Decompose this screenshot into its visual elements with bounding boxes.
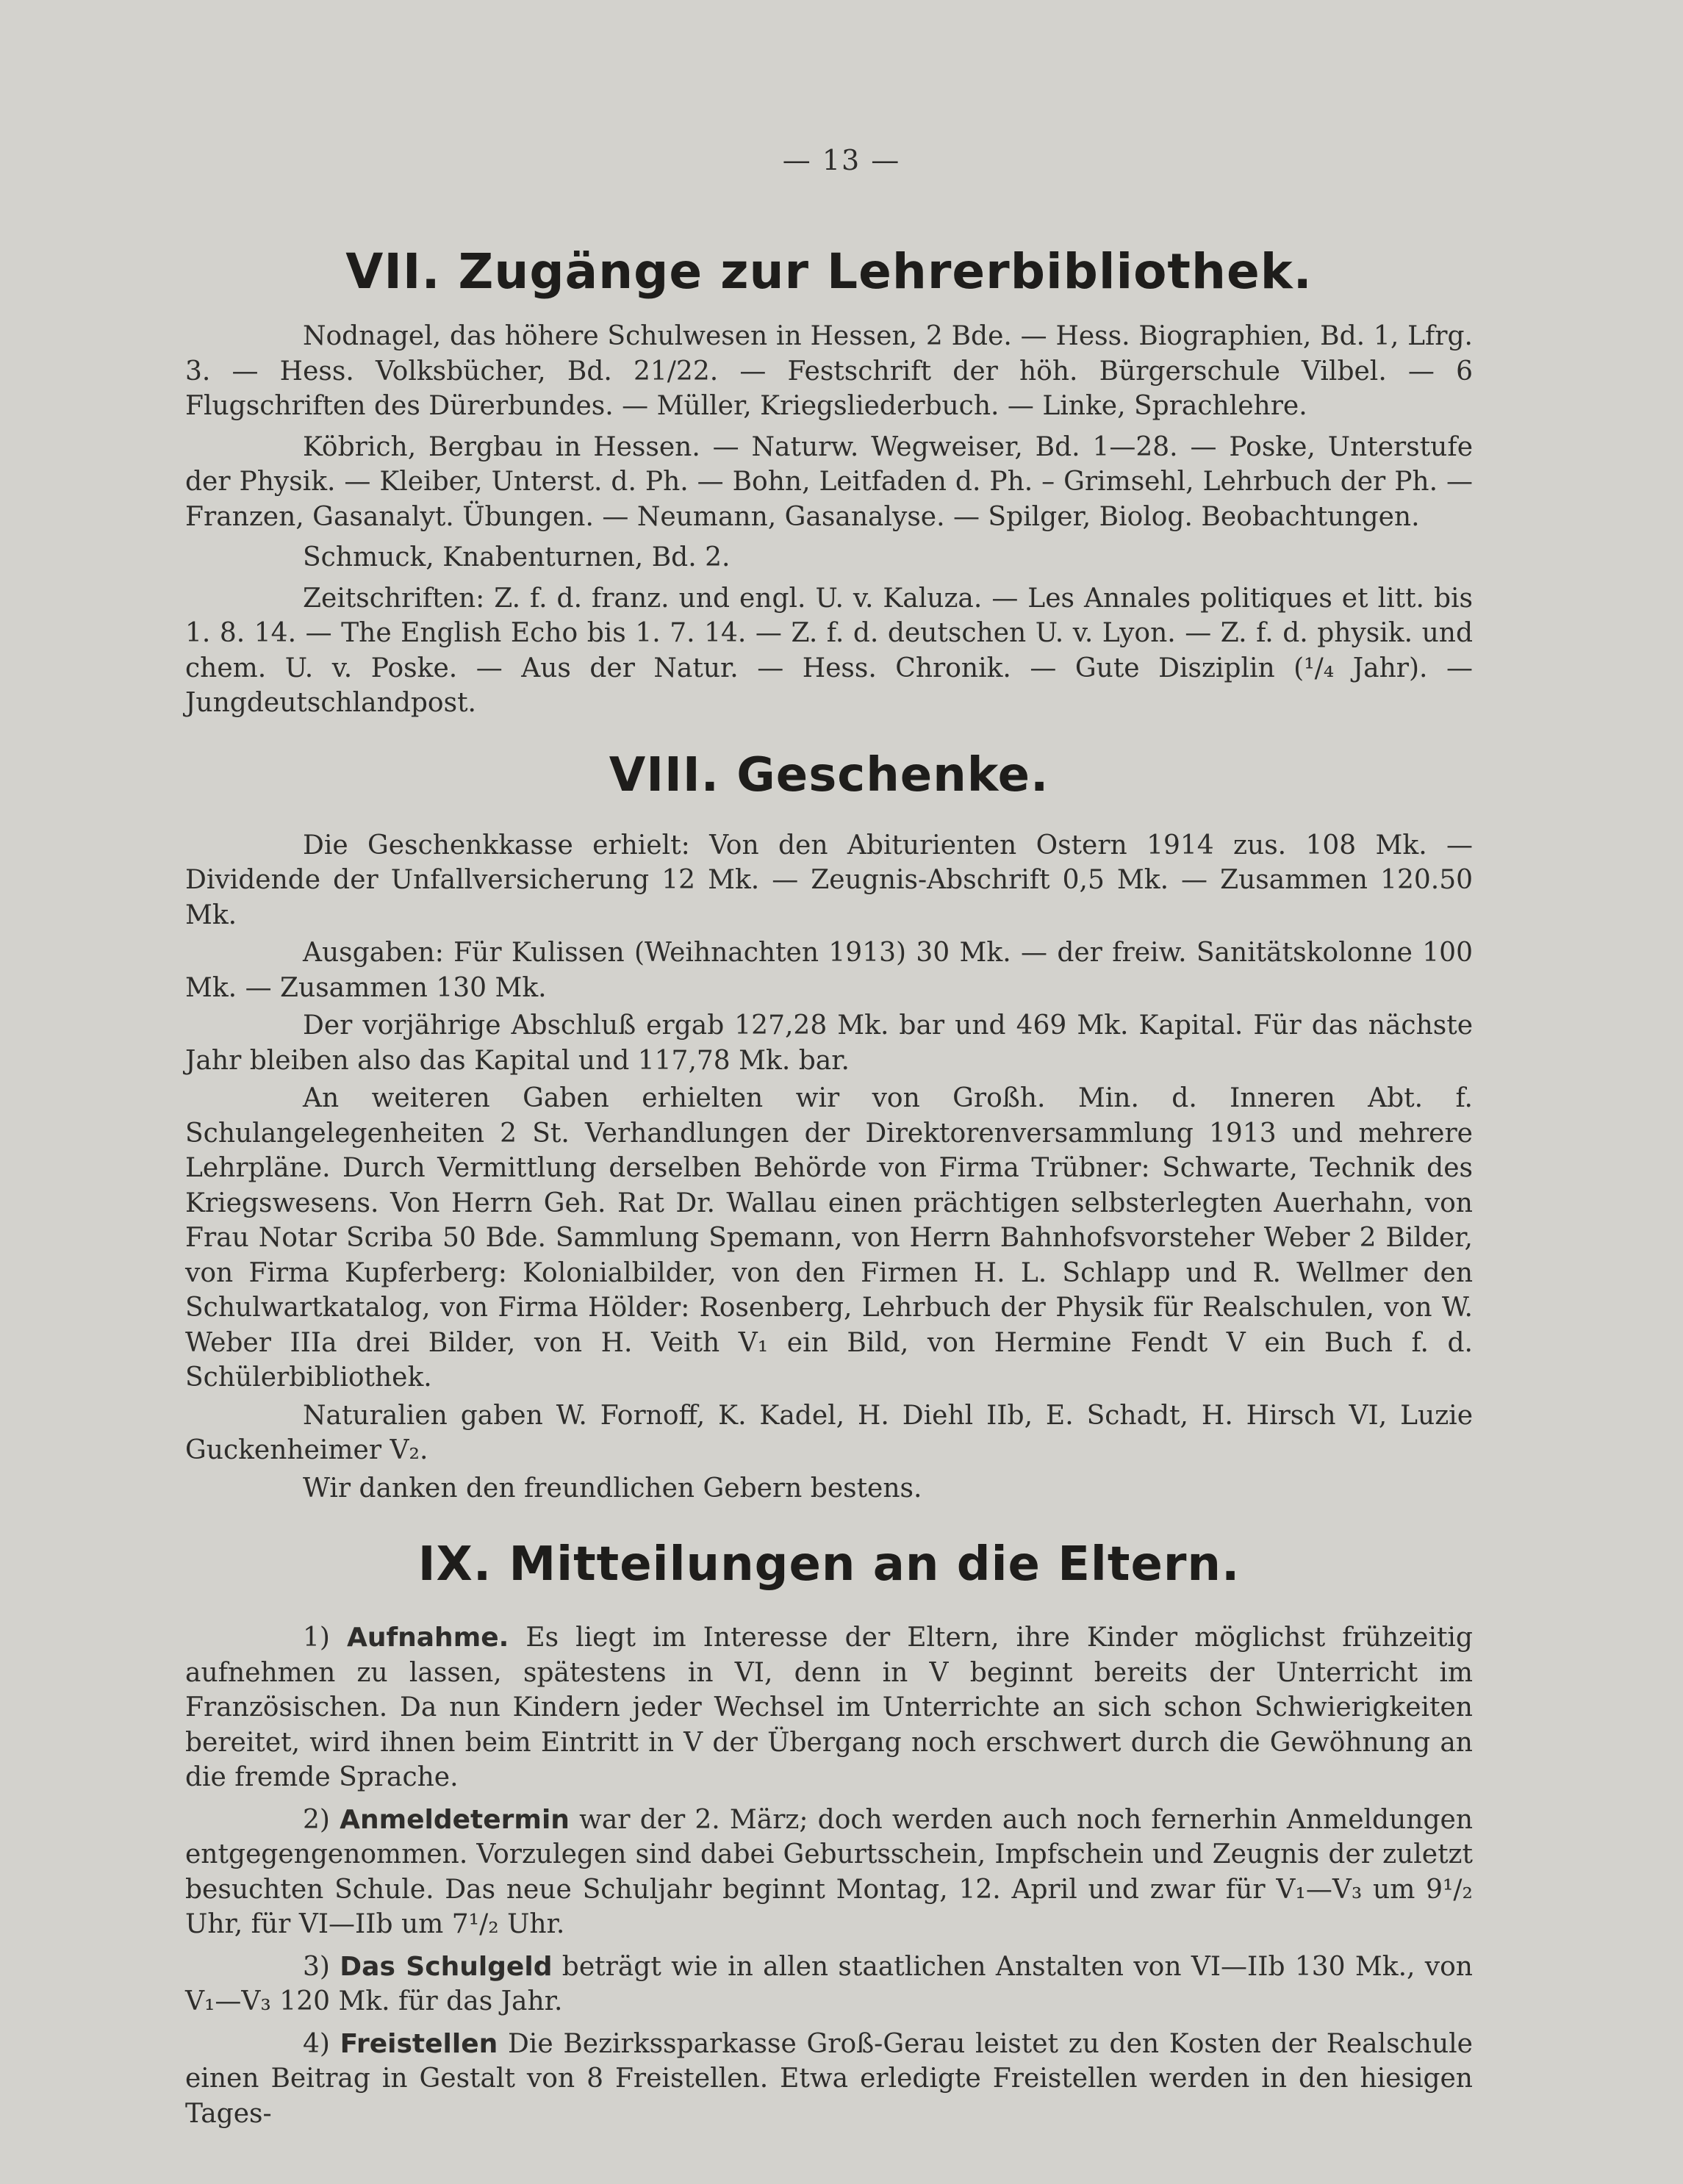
item-heading: Aufnahme. xyxy=(346,1623,509,1653)
list-item xyxy=(185,1950,1473,2019)
item-text: war der 2. März; doch werden auch noch fernerhin Anmeldungen entgegengenommen. Vorzulegen sind dabei Geburtsschein, Impfschein und Zeugnis der zuletzt besuchten Schule. Das neue Schuljahr beginnt Montag, 12. April und zwar für V₁—V₃ um 9¹/₂ Uhr, für VI—IIb um 7¹/₂ Uhr. xyxy=(185,1804,1474,1939)
page-number: — 13 — xyxy=(782,144,901,176)
paragraph: Schmuck, Knabenturnen, Bd. 2. xyxy=(303,542,731,572)
paragraph: Der vorjährige Abschluß ergab 127,28 Mk. bar und 469 Mk. Kapital. Für das nächste Jahr bleiben also das Kapital und 117,78 Mk. bar. xyxy=(185,1010,1473,1076)
paragraph: Wir danken den freundlichen Gebern bestens. xyxy=(303,1473,922,1504)
list-item xyxy=(185,2027,1473,2132)
item-text: beträgt wie in allen staatlichen Anstalten von VI—IIb 130 Mk., von V₁—V₃ 120 Mk. für das Jahr. xyxy=(185,1951,1473,2016)
paragraph: Ausgaben: Für Kulissen (Weihnachten 1913) 30 Mk. — der freiw. Sanitätskolonne 100 Mk. — Zusammen 130 Mk. xyxy=(185,938,1473,1003)
section-viii xyxy=(185,737,1473,1506)
section-ix-heading: IX. Mitteilungen an die Eltern. xyxy=(417,1537,1241,1592)
page-content xyxy=(185,235,1473,2138)
item-heading: Anmeldetermin xyxy=(340,1804,570,1835)
item-heading: Freistellen xyxy=(340,2028,498,2059)
item-number: 3) xyxy=(303,1951,330,1982)
section-vii-heading: VII. Zugänge zur Lehrerbibliothek. xyxy=(345,243,1313,300)
item-number: 2) xyxy=(303,1804,330,1835)
item-heading: Das Schulgeld xyxy=(340,1951,553,1982)
item-number: 4) xyxy=(303,2028,330,2059)
item-number: 1) xyxy=(303,1623,330,1653)
paragraph: Zeitschriften: Z. f. d. franz. und engl. U. v. Kaluza. — Les Annales politiques et litt. bis 1. 8. 14. — The English Echo bis 1. 7. 14. — Z. f. d. deutschen U. v. Lyon. — Z. f. d. physik. und chem. U. v. Poske. — Aus der Natur. — Hess. Chronik. — Gute Disziplin (¹/₄ Jahr). — Jungdeutschlandpost. xyxy=(185,583,1473,718)
section-ix xyxy=(185,1526,1473,2131)
item-text: Die Bezirkssparkasse Groß-Gerau leistet zu den Kosten der Realschule einen Beitrag in Gestalt von 8 Freistellen. Etwa erledigte Freistellen werden in den hiesigen Tages- xyxy=(185,2028,1473,2129)
paragraph: Die Geschenkkasse erhielt: Von den Abiturienten Ostern 1914 zus. 108 Mk. — Dividende der Unfallversicherung 12 Mk. — Zeugnis-Abschrift 0,5 Mk. — Zusammen 120.50 Mk. xyxy=(185,830,1473,930)
item-text: Es liegt im Interesse der Eltern, ihre Kinder möglichst frühzeitig aufnehmen zu lassen, spätestens in VI, denn in V beginnt bereits der Unterricht im Französischen. Da nun Kindern jeder Wechsel im Unterrichte an sich schon Schwierigkeiten bereitet, wird ihnen beim Eintritt in V der Übergang noch erschwert durch die Gewöhnung an die fremde Sprache. xyxy=(185,1623,1473,1792)
paragraph: Naturalien gaben W. Fornoff, K. Kadel, H. Diehl IIb, E. Schadt, H. Hirsch VI, Luzie Guckenheimer V₂. xyxy=(185,1400,1473,1465)
section-vii xyxy=(185,235,1473,721)
section-viii-heading: VIII. Geschenke. xyxy=(609,747,1049,802)
list-item xyxy=(185,1803,1473,1942)
paragraph: An weiteren Gaben erhielten wir von Großh. Min. d. Inneren Abt. f. Schulangelegenheiten 2 St. Verhandlungen der Direktorenversammlung 1913 und mehrere Lehrpläne. Durch Vermittlung derselben Behörde von Firma Trübner: Schwarte, Technik des Kriegswesens. Von Herrn Geh. Rat Dr. Wallau einen prächtigen selbsterlegten Auerhahn, von Frau Notar Scriba 50 Bde. Sammlung Spemann, von Herrn Bahnhofsvorsteher Weber 2 Bilder, von Firma Kupferberg: Kolonialbilder, von den Firmen H. L. Schlapp und R. Wellmer den Schulwartkatalog, von Firma Hölder: Rosenberg, Lehrbuch der Physik für Realschulen, von W. Weber IIIa drei Bilder, von H. Veith V₁ ein Bild, von Hermine Fendt V ein Buch f. d. Schülerbibliothek. xyxy=(185,1083,1473,1393)
list-item xyxy=(185,1620,1473,1795)
paragraph: Nodnagel, das höhere Schulwesen in Hessen, 2 Bde. — Hess. Biographien, Bd. 1, Lfrg. 3. — Hess. Volksbücher, Bd. 21/22. — Festschrift der höh. Bürgerschule Vilbel. — 6 Flugschriften des Dürerbundes. — Müller, Kriegsliederbuch. — Linke, Sprachlehre. xyxy=(185,321,1473,421)
paragraph: Köbrich, Bergbau in Hessen. — Naturw. Wegweiser, Bd. 1—28. — Poske, Unterstufe der Physik. — Kleiber, Unterst. d. Ph. — Bohn, Leitfaden d. Ph. – Grimsehl, Lehrbuch der Ph. — Franzen, Gasanalyt. Übungen. — Neumann, Gasanalyse. — Spilger, Biolog. Beobachtungen. xyxy=(185,431,1473,532)
